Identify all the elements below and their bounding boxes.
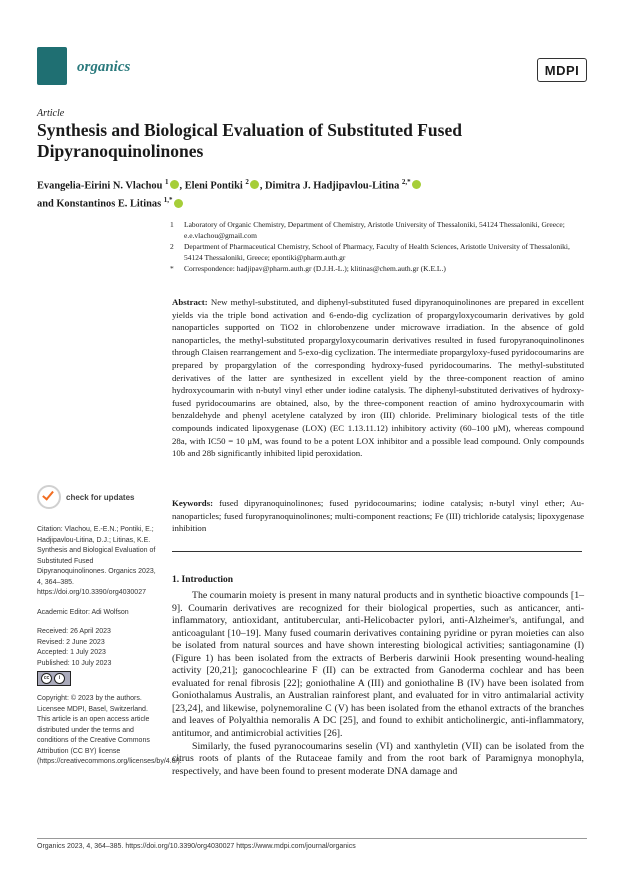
paragraph: The coumarin moiety is present in many natural products and in synthetic bioactive compounds [1–9]. Coumarin derivatives are recognized for their biological properties, such as anticancer, anti-inflammatory, antioxidant, antitubercular, anti-Helicobacter pylori, anti-Alzheimer's, antifungal, and anticoagulant [10–19]. Many fused coumarin derivatives containing pyridine or pyran moieties can also be isolated from natural sources and have shown interesting biological activities; santiagonamine (I) (Figure 1) has been isolated from the extracts of Berberis darwinii Hook presenting wound-healing activity [20,21]; ganocochlearine F (II) can be extracted from Ganoderma cochlear and has been evaluated for renal fibrosis [22]; goniothaline A (III) and goniothaline B (IV) have been isolated from Goniothalamus Australis, an Australian rainforest plant, and evaluated for in vitro antimalarial activity [23,24], and likewise, polynemoraline C (V) has been isolated from the ethanol extracts of the branches and leaves of Polyalthia nemoralis A DC [25], and found to exhibit anticholinergic, anti-inflammatory, antitumor, and antimicrobial activities [26]. <box>172 590 584 740</box>
body-text <box>172 590 584 778</box>
section-divider <box>172 551 582 552</box>
cc-by-license-icon[interactable]: cc i <box>37 671 71 686</box>
orcid-icon[interactable] <box>174 199 183 208</box>
keywords: Keywords: fused dipyranoquinolinones; fused pyridocoumarins; iodine catalysis; n-butyl vinyl ether; Au-nanoparticles; fused furopyranoquinolinones; multi-component reactions; Fe (III) trichloride catalysis; lipoxygenase inhibition <box>172 498 585 534</box>
abstract: Abstract: New methyl-substituted, and diphenyl-substituted fused dipyranoquinolinones are prepared in excellent yields via the triple bond activation and 6-endo-dig cyclization of propargyloxycoumarin derivatives by gold nanoparticles supported on TiO2 in chlorobenzene under microwave irradiation. In the absence of gold nanoparticles, the methyl-substituted propargyloxycoumarin derivatives resulted in fused furopyranoquinolinones through Claisen rearrangement and 5-exo-dig cyclization. The intermediate propargyloxy-fused pyridocoumarins are prepared by propargylation of the corresponding hydroxy-fused pyridocoumarins. The methyl-substituted derivatives of the latter are synthesized in excellent yield by the three-component reaction of amino hydroxycoumarin with n-butyl vinyl ether under iodine catalysis. The diphenyl-substituted derivatives of hydroxy-fused pyridocoumarins are obtained, also, by the three-component reaction of amino hydroxycoumarin with benzaldehyde and phenyl acetylene catalyzed by iron (III) chloride. Preliminary biological tests of the title compounds indicated lipoxygenase (LOX) (EC 1.13.11.12) inhibitory activity (60–100 μM), whereas compound 28a, with IC50 = 10 μM, was found to be a potent LOX inhibitor and a possible lead compound. Only compounds 10b and 28b significantly inhibited lipid peroxidation. <box>172 297 584 459</box>
revised-date: Revised: 2 June 2023 <box>37 638 105 646</box>
footer-divider <box>37 838 587 839</box>
check-for-updates-button[interactable]: check for updates <box>37 485 159 509</box>
page-footer[interactable]: Organics 2023, 4, 364–385. https://doi.org/10.3390/org4030027 https://www.mdpi.com/journal/organics <box>37 843 356 850</box>
journal-logo-icon <box>37 47 67 85</box>
academic-editor: Academic Editor: Adi Wolfson <box>37 608 129 616</box>
accepted-date: Accepted: 1 July 2023 <box>37 649 106 656</box>
affiliations <box>170 220 590 276</box>
affiliation-item: 2 Department of Pharmaceutical Chemistry, School of Pharmacy, Faculty of Health Sciences, Aristotle University of Thessaloniki, 54124 Thessaloniki, Greece; epontiki@pharm.auth.gr <box>170 242 570 262</box>
orcid-icon[interactable] <box>170 180 179 189</box>
affiliation-item: 1 Laboratory of Organic Chemistry, Department of Chemistry, Aristotle University of Thessaloniki, 54124 Thessaloniki, Greece; e.e.vlachou@gmail.com <box>170 220 565 240</box>
mdpi-logo: MDPI <box>537 58 587 82</box>
paragraph: Similarly, the fused pyranocoumarins seselin (VI) and xanthyletin (VII) can be isolated from the citrus roots of plants of the Rutaceae family and from the root bark of Paramignya monophyla, respectively, and have been found to present moderate DNA damage and <box>172 740 584 777</box>
published-date: Published: 10 July 2023 <box>37 659 112 667</box>
citation: Citation: Vlachou, E.-E.N.; Pontiki, E.; Hadjipavlou-Litina, D.J.; Litinas, K.E. Synthesis and Biological Evaluation of Substituted Fused Dipyranoquinolinones. Organics 2023, 4, 364–385. https://doi.org/10.3390/org4030027 <box>37 526 156 596</box>
section-title: 1. Introduction <box>172 575 234 585</box>
author-name[interactable]: and Konstantinos E. Litinas <box>37 198 162 210</box>
journal-name: organics <box>77 59 131 75</box>
article-type: Article <box>37 108 65 119</box>
article-sidebar <box>37 485 182 777</box>
orcid-icon[interactable] <box>412 180 421 189</box>
check-updates-icon <box>37 485 61 509</box>
author-name[interactable]: Eleni Pontiki <box>184 180 243 192</box>
copyright: Copyright: © 2023 by the authors. Licensee MDPI, Basel, Switzerland. This article is an open access article distributed under the terms and conditions of the Creative Commons Attribution (CC BY) license (https://creativecommons.org/licenses/by/4.0/). <box>37 695 182 765</box>
author-name[interactable]: Dimitra J. Hadjipavlou-Litina <box>265 180 400 192</box>
author-name[interactable]: Evangelia-Eirini N. Vlachou <box>37 180 163 192</box>
received-date: Received: 26 April 2023 <box>37 628 111 635</box>
orcid-icon[interactable] <box>250 180 259 189</box>
author-list: Evangelia-Eirini N. Vlachou $^1$ , Eleni Pontiki $^2$ , Dimitra J. Hadjipavlou-Litina $^{2,*}$ and Konstantinos E. Litinas $^{1,*}$ <box>37 175 557 212</box>
correspondence: * Correspondence: hadjipav@pharm.auth.gr (D.J.H.-L.); klitinas@chem.auth.gr (K.E.L.) <box>170 264 446 273</box>
paper-title: Synthesis and Biological Evaluation of Substituted Fused Dipyranoquinolinones <box>37 120 462 161</box>
